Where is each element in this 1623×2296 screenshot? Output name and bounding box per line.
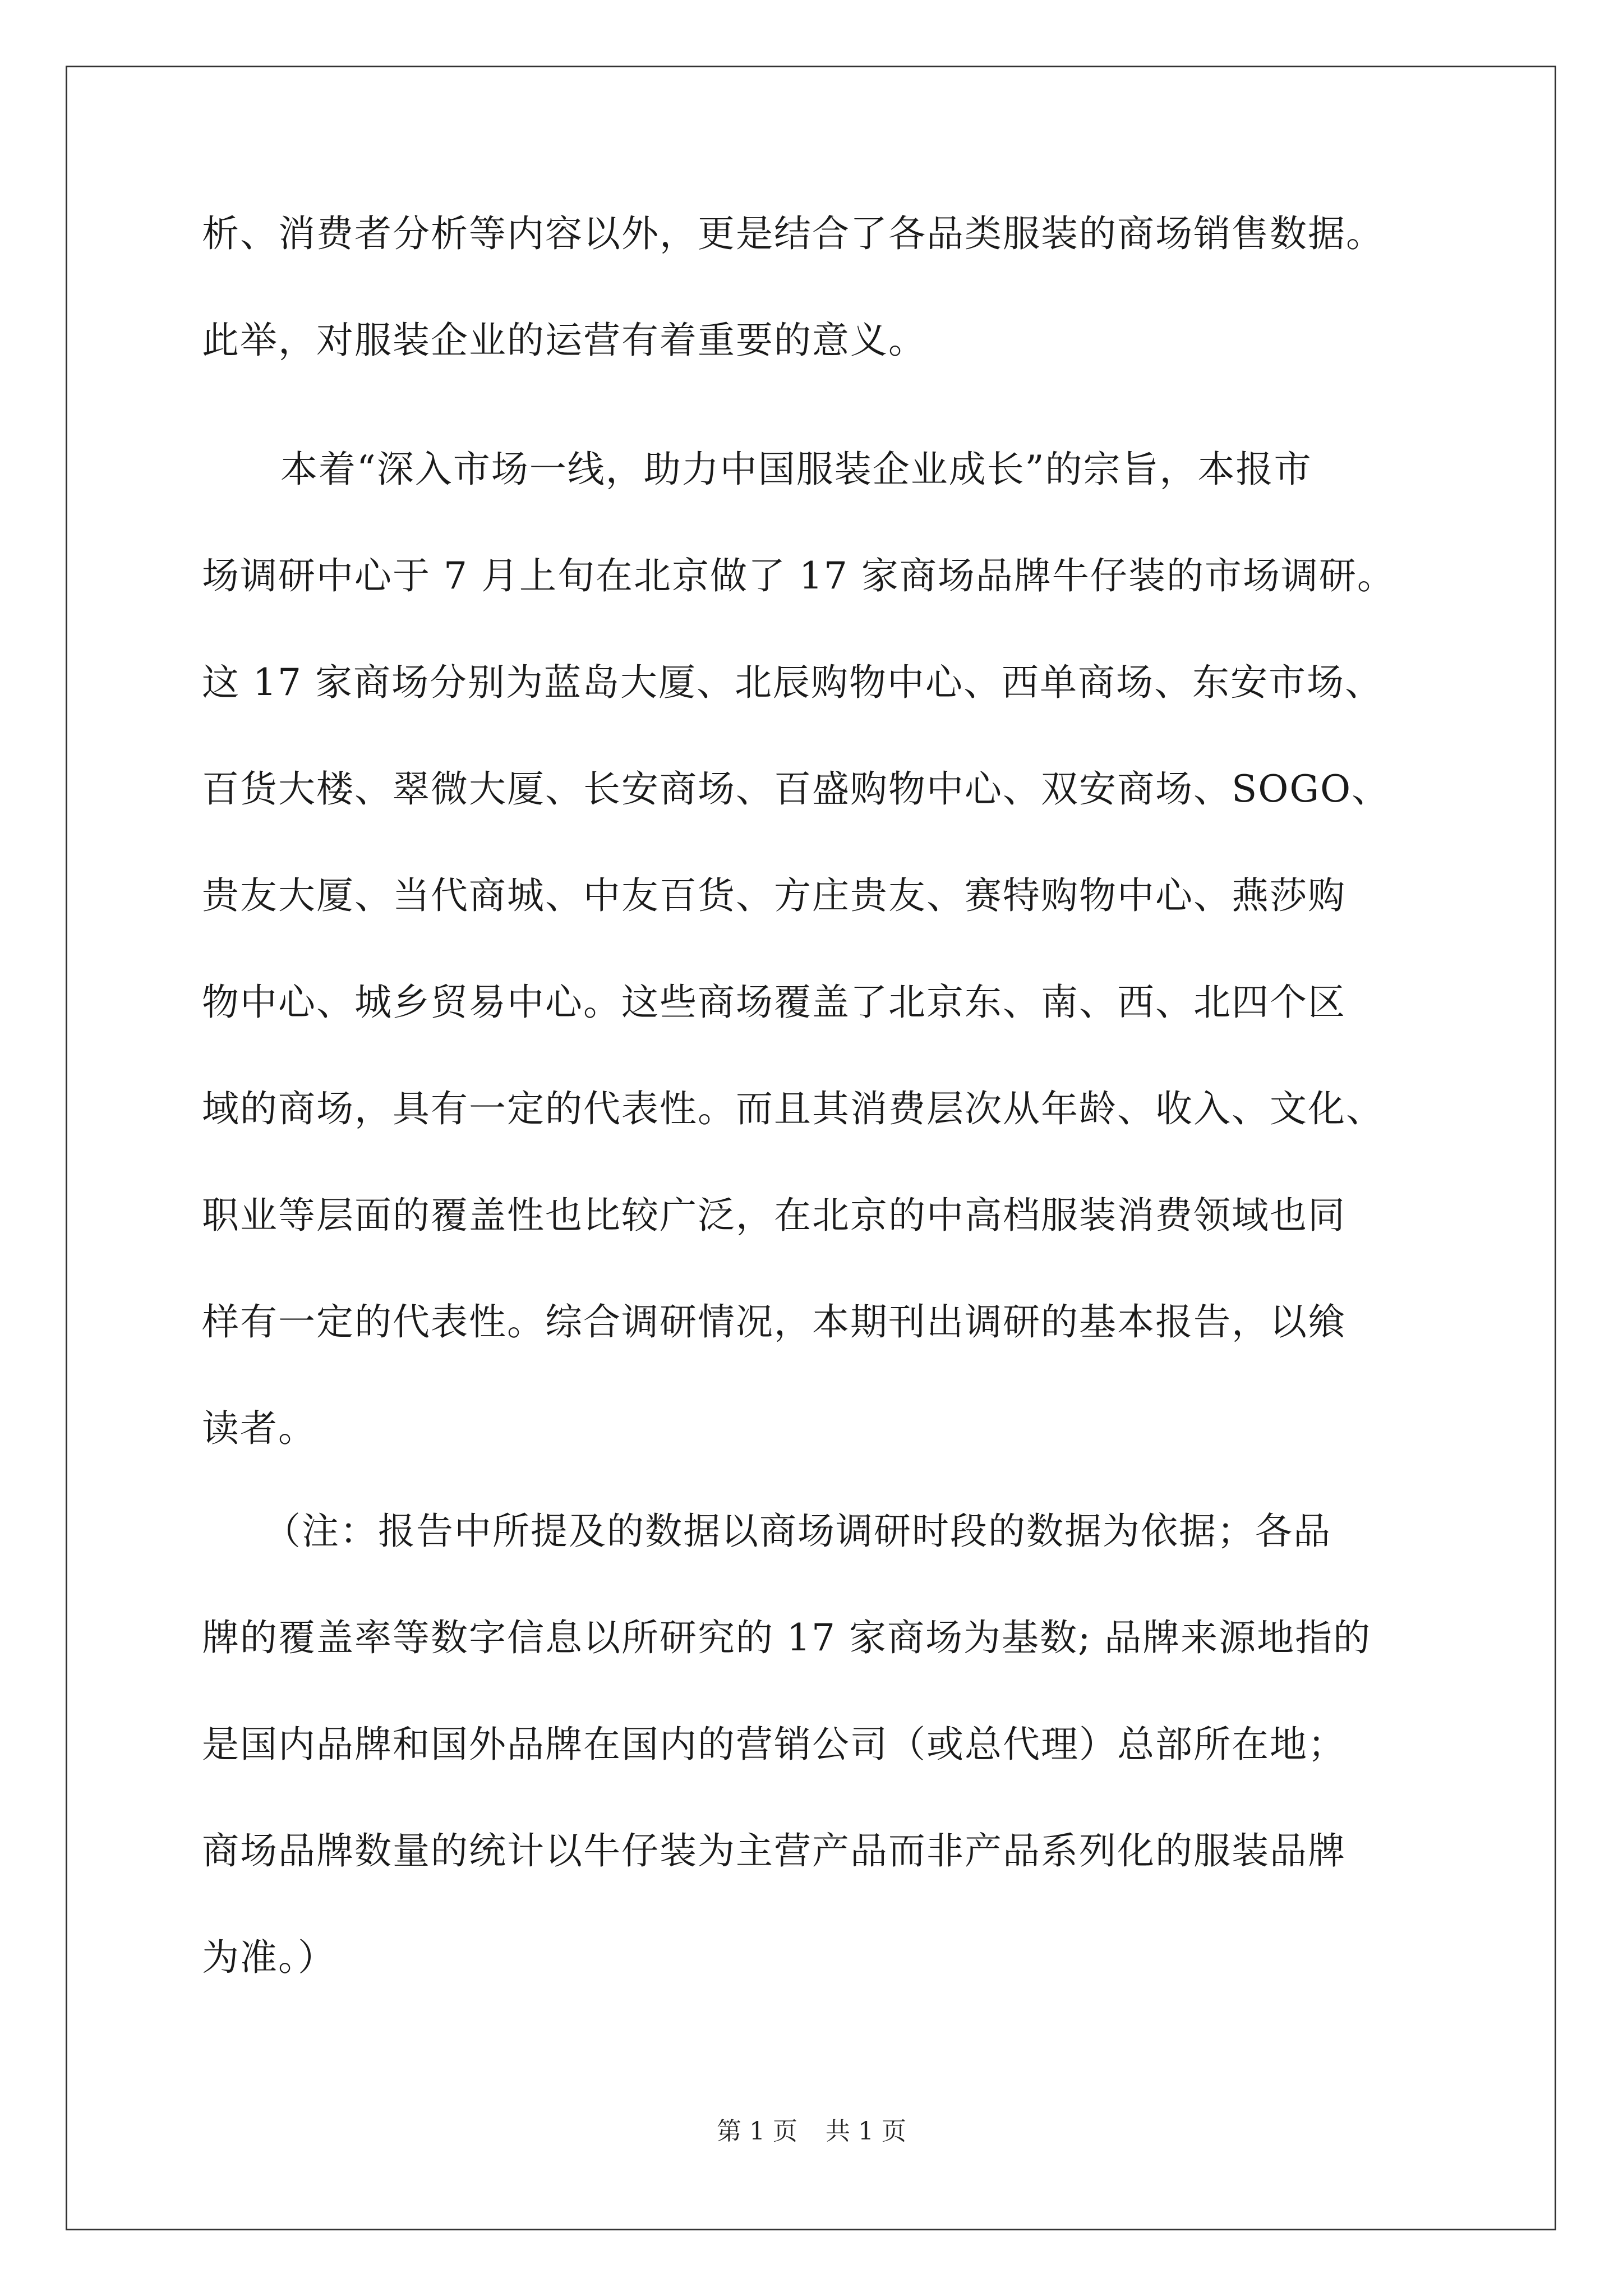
text-line: 百货大楼、翠微大厦、长安商场、百盛购物中心、双安商场、SOGO、 <box>202 767 1390 811</box>
text-line: 牌的覆盖率等数字信息以所研究的 17 家商场为基数; 品牌来源地指的 <box>202 1616 1372 1659</box>
text-line: 贵友大厦、当代商城、中友百货、方庄贵友、赛特购物中心、燕莎购 <box>202 874 1346 917</box>
text-line: 析、消费者分析等内容以外，更是结合了各品类服装的商场销售数据。 <box>202 212 1384 255</box>
text-line: 域的商场，具有一定的代表性。而且其消费层次从年龄、收入、文化、 <box>202 1087 1384 1130</box>
page-total: 共 1 页 <box>826 2117 906 2146</box>
page-border <box>66 66 1556 2230</box>
page-number: 第 1 页 <box>717 2117 797 2146</box>
text-line: 物中心、城乡贸易中心。这些商场覆盖了北京东、南、西、北四个区 <box>202 981 1346 1024</box>
text-line: 为准。） <box>202 1936 336 1979</box>
text-line: 是国内品牌和国外品牌在国内的营销公司（或总代理）总部所在地； <box>202 1723 1346 1766</box>
page-footer <box>0 2116 1623 2147</box>
text-line: 这 17 家商场分别为蓝岛大厦、北辰购物中心、西单商场、东安市场、 <box>202 661 1383 704</box>
text-line: 场调研中心于 7 月上旬在北京做了 17 家商场品牌牛仔装的市场调研。 <box>202 554 1395 597</box>
text-line: 此举，对服装企业的运营有着重要的意义。 <box>202 319 926 362</box>
text-line: （注：报告中所提及的数据以商场调研时段的数据为依据；各品 <box>264 1510 1331 1553</box>
text-line: 商场品牌数量的统计以牛仔装为主营产品而非产品系列化的服装品牌 <box>202 1829 1346 1872</box>
text-line: 职业等层面的覆盖性也比较广泛，在北京的中高档服装消费领域也同 <box>202 1194 1346 1237</box>
text-line: 读者。 <box>202 1407 316 1450</box>
text-line: 样有一定的代表性。综合调研情况，本期刊出调研的基本报告，以飨 <box>202 1300 1346 1343</box>
text-line: 本着“深入市场一线，助力中国服装企业成长”的宗旨，本报市 <box>280 448 1312 491</box>
